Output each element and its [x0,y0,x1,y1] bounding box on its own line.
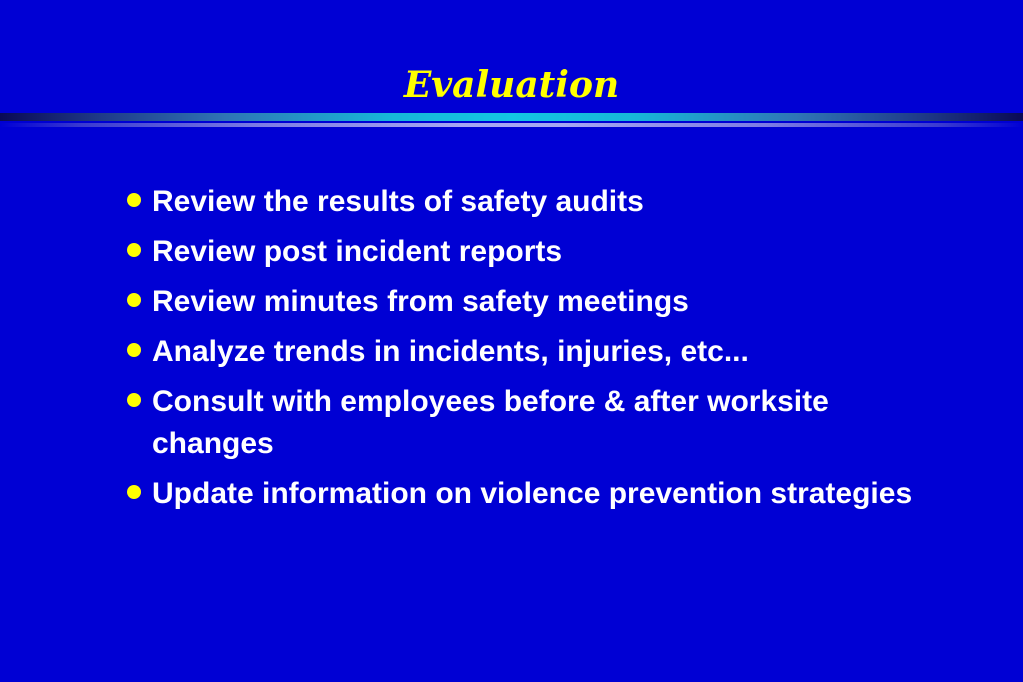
bullet-item [124,381,944,465]
bullet-dot-icon [127,485,141,499]
bullet-item [124,281,944,323]
bullet-dot-icon [127,293,141,307]
bullet-text: Review post incident reports [152,235,563,268]
bullet-list [124,181,944,523]
bullet-item [124,331,944,373]
bullet-text: Update information on violence prevention strategies [152,477,913,510]
bullet-item [124,473,944,515]
bullet-text: Consult with employees before & after worksite changes [152,385,829,460]
slide-title: Evaluation [403,64,620,106]
bullet-item [124,181,944,223]
bullet-dot-icon [127,343,141,357]
title-divider-highlight [0,123,1023,127]
bullet-dot-icon [127,243,141,257]
bullet-text: Analyze trends in incidents, injuries, etc... [152,335,749,368]
title-divider-gradient [0,113,1023,121]
bullet-item [124,231,944,273]
bullet-text: Review minutes from safety meetings [152,285,689,318]
bullet-text: Review the results of safety audits [152,185,644,218]
bullet-dot-icon [127,393,141,407]
bullet-dot-icon [127,193,141,207]
